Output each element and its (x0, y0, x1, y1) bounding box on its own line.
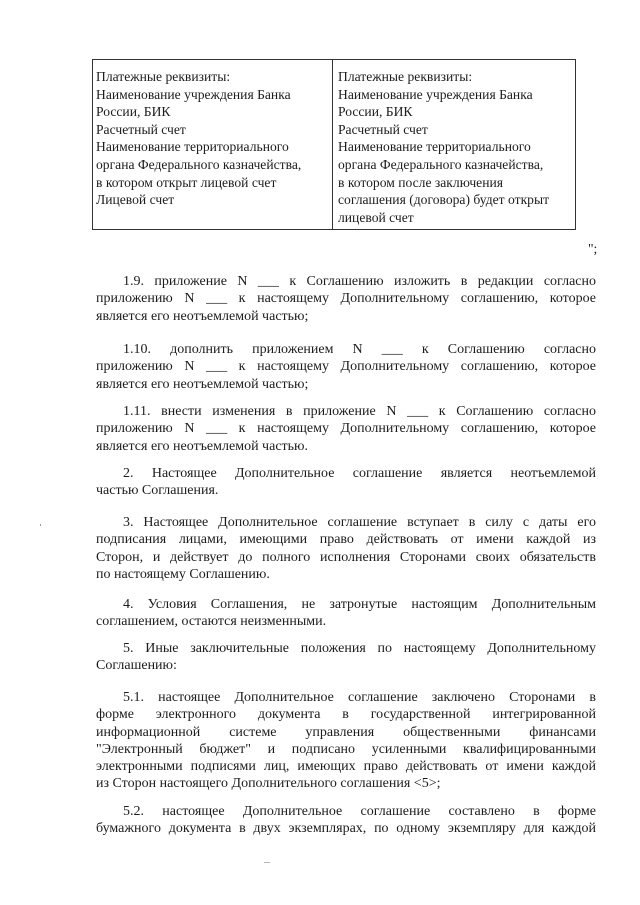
paragraph-2 (96, 465, 596, 500)
paragraph-line: подписания лицами, имеющими право действовать от имени каждой из (96, 532, 596, 548)
requisites-line: Расчетный счет (96, 121, 186, 137)
paragraph-line: 2. Настоящее Дополнительное соглашение является неотъемлемой (123, 466, 596, 481)
paragraph-line: является его неотъемлемой частью; (96, 308, 309, 324)
paragraph-line: по настоящему Соглашению. (96, 566, 270, 582)
paragraph-5-2 (96, 803, 596, 838)
requisites-line: Платежные реквизиты: (96, 69, 231, 84)
payment-requisites-table (92, 59, 576, 230)
scan-artifact (40, 524, 41, 526)
paragraph-line: из Сторон настоящего Дополнительного соглашения <5>; (96, 776, 441, 792)
requisites-line: России, БИК (338, 104, 413, 120)
paragraph-line: Соглашению: (96, 658, 177, 674)
requisites-line: соглашения (договора) будет открыт (338, 192, 550, 208)
paragraph-line: информационной системе управления общественными финансами (96, 724, 596, 740)
paragraph-line: бумажного документа в двух экземплярах, по одному экземпляру для каждой (96, 821, 596, 837)
paragraph-line: форме электронного документа в государственной интегрированной (96, 707, 596, 723)
requisites-line: Наименование учреждения Банка (338, 86, 533, 102)
paragraph-line: является его неотъемлемой частью; (96, 376, 309, 392)
paragraph-line: является его неотъемлемой частью. (96, 438, 308, 454)
requisites-line: Лицевой счет (96, 192, 175, 208)
paragraph-line: приложению N ___ к настоящему Дополнительному соглашению, которое (96, 421, 596, 437)
requisites-party-2-cell (333, 60, 575, 229)
requisites-line: в котором открыт лицевой счет (96, 174, 277, 190)
requisites-line: Расчетный счет (338, 121, 428, 137)
paragraph-line: 3. Настоящее Дополнительное соглашение вступает в силу с даты его (123, 515, 596, 530)
paragraph-line: электронными подписями лиц, имеющих право действовать от имени каждой (96, 759, 596, 775)
paragraph-line: частью Соглашения. (96, 483, 219, 499)
paragraph-line: 1.11. внести изменения в приложение N ___ к Соглашению согласно (123, 404, 596, 419)
paragraph-line: 1.10. дополнить приложением N ___ к Соглашению согласно (123, 342, 596, 357)
paragraph-line: "Электронный бюджет" и подписано усиленными квалифицированными (96, 741, 596, 757)
requisites-party-1-cell (93, 60, 333, 229)
paragraph-1-10 (96, 341, 596, 393)
requisites-line: Наименование территориального (338, 139, 531, 155)
paragraph-line: приложению N ___ к настоящему Дополнительному соглашению, которое (96, 291, 596, 307)
requisites-line: Платежные реквизиты: (338, 69, 473, 84)
paragraph-1-11 (96, 403, 596, 455)
paragraph-3 (96, 514, 596, 583)
paragraph-line: 1.9. приложение N ___ к Соглашению изложить в редакции согласно (123, 274, 596, 289)
requisites-line: органа Федерального казначейства, (338, 156, 544, 172)
paragraph-line: 5. Иные заключительные положения по настоящему Дополнительному (123, 641, 596, 656)
paragraph-line: 5.1. настоящее Дополнительное соглашение заключено Сторонами в (123, 690, 596, 705)
paragraph-line: 4. Условия Соглашения, не затронутые настоящим Дополнительным (123, 597, 596, 612)
requisites-line: Наименование территориального (96, 139, 289, 155)
closing-quote: "; (588, 241, 598, 256)
requisites-line: органа Федерального казначейства, (96, 156, 302, 172)
requisites-line: России, БИК (96, 104, 171, 120)
paragraph-5 (96, 640, 596, 675)
paragraph-line: Сторон, и действует до полного исполнения Сторонами своих обязательств (96, 549, 596, 565)
paragraph-1-9 (96, 273, 596, 325)
paragraph-line: соглашением, остаются неизменными. (96, 614, 327, 630)
paragraph-line: приложению N ___ к настоящему Дополнительному соглашению, которое (96, 359, 596, 375)
requisites-line: Наименование учреждения Банка (96, 86, 291, 102)
requisites-line: лицевой счет (338, 209, 414, 225)
paragraph-line: 5.2. настоящее Дополнительное соглашение составлено в форме (123, 804, 596, 819)
paragraph-4 (96, 596, 596, 631)
paragraph-5-1 (96, 689, 596, 793)
requisites-line: в котором после заключения (338, 174, 504, 190)
scan-artifact (264, 862, 270, 863)
